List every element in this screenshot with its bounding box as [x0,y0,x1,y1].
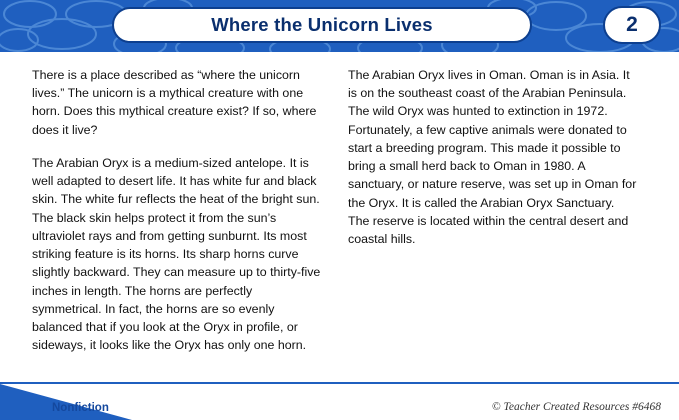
article-content [0,52,679,382]
paragraph: The Arabian Oryx is a medium-sized antelope. It is well adapted to desert life. It has white fur and black skin. The white fur reflects the heat of the bright sun. The black skin helps protect it from the sun’s ultraviolet rays and from getting sunburnt. Its most striking feature is its horns. Its sharp horns curve slightly backward. They can measure up to thirty-five inches in length. The horns are perfectly symmetrical. In fact, the horns are so evenly balanced that if you look at the Oryx in profile, or sideways, it looks like the Oryx has only one horn. [32,155,321,353]
paragraph: There is a place described as “where the unicorn lives.” The unicorn is a mythical creature with one horn. Does this mythical creature exist? If so, where does it live? [32,68,317,137]
page-title: Where the Unicorn Lives [211,14,433,35]
footer-genre-label: Nonfiction [52,402,109,414]
paragraph: The Arabian Oryx lives in Oman. Oman is in Asia. It is on the southeast coast of the Arabian Peninsula. The wild Oryx was hunted to extinction in 1972. Fortunately, a few captive animals were donated to start a breeding program. This made it possible to bring a small herd back to Oman in 1980. A sanctuary, or nature reserve, was set up in Oman for the Oryx. It is called the Arabian Oryx Sanctuary. The reserve is located within the central desert and coastal hills. [348,68,637,247]
page-number-badge [603,6,661,44]
footer-credit: © Teacher Created Resources #6468 [491,401,661,413]
header-band [0,0,679,52]
two-column-layout [32,66,653,355]
page-footer [0,382,679,420]
title-plate [112,7,532,43]
left-column [32,66,322,355]
right-column [348,66,638,355]
page-number: 2 [626,13,638,36]
